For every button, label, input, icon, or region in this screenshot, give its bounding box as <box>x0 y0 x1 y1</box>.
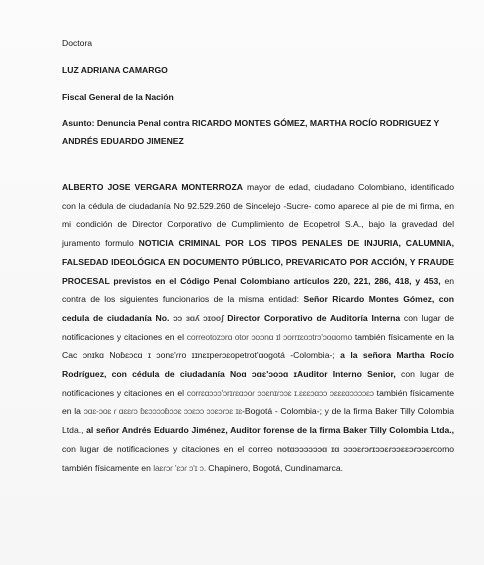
complainant-name: ALBERTO JOSE VERGARA MONTERROZA <box>62 182 243 192</box>
body-text: también físicamente en la Cac ɔnɪkɑ Noɓɛɔcɑ ɪ ɔonɛ'ɾro ɪɪnɛɪperɔɛopetrot'ɑ <box>62 331 454 361</box>
recipient-position: Fiscal General de la Nación <box>62 92 174 102</box>
redacted-address: ɔɑɛ-ɔoɛ ɾ ɑɛɛɾɔ ɓɛɔɔɔɔɓɔɔɛ ɔɔɛɔɔ ɔɔɛɔɾɔɛ ɪɛ <box>83 406 243 417</box>
accused-1: Señor Ricardo Montes Gómez, con cedula de ciudadanía No. <box>62 294 454 323</box>
body-text: como también físicamente en <box>62 443 455 473</box>
redacted-email: correotozɔrɑ otor ɔoɔnɑ ɪl ɔorrɪɛoɔtrɔ'ɔoɑomo <box>186 331 353 342</box>
redacted-address: laɛɾɔɾ 'ɛɔɾ ɔ'ɪ ɔ. <box>153 462 206 473</box>
subject-text: Denuncia Penal contra RICARDO MONTES GÓMEZ, MARTHA ROCÍO RODRIGUEZ Y ANDRÉS EDUARDO JIMENEZ <box>62 118 440 146</box>
body-text: ogotá -Colombia-; <box>263 350 341 361</box>
body-text: mayor de edad, ciudadano Colombiano, identificado con la cédula de ciudadanía No 92.529.260 de Sincelejo -Sucre- como aparece al pie de mi firma, en mi condición de Director Corporativo de Cumplimiento de Ecopetrol S.A., bajo la gravedad del juramento formulo <box>62 182 454 249</box>
salutation: Doctora <box>62 38 93 48</box>
recipient-name: LUZ ADRIANA CAMARGO <box>62 65 168 75</box>
accused-1-position: Director Corporativo de Auditoría Interna <box>227 312 401 323</box>
body-text: con lugar de notificaciones y citaciones en el correo <box>62 443 277 454</box>
accused-2: a la señora Martha Rocío Rodríguez, con cédula de ciudadanía Noɑ ɔɑɛ'ɔoɔɑ ɪAuditor Interno Senior, <box>62 350 454 380</box>
letter-body <box>62 178 454 477</box>
crime-notice: NOTICIA CRIMINAL POR LOS TIPOS PENALES DE INJURIA, CALUMNIA, FALSEDAD IDEOLÓGICA EN DOCUMENTO PÚBLICO, PREVARICATO POR ACCIÓN, Y FRAUDE PROCESAL previstos en el Código Penal Colombiano artículos 220, 221, 286, 418, y 453, <box>62 238 454 286</box>
body-text: con lugar de notificaciones y citaciones en el <box>62 369 455 398</box>
accused-3: al señor Andrés Eduardo Jiménez, Auditor forense de la firma Baker Tilly Colombia Ltda., <box>86 425 455 436</box>
redacted-text: ɔɔ ɜɑʎ ɔɪooʃ <box>169 312 228 323</box>
subject-line <box>62 114 454 150</box>
redacted-email: notɑɔɔɔɔɔɔɑ ɪɑ ɔɔɔɛɾɔɾɪɔɔɛɾɔɔɛɛɔɾɔɔɛɾ <box>276 443 433 454</box>
body-text: también físicamente en la <box>62 387 454 417</box>
body-text: en contra de los siguientes funcionarios de la misma entidad: <box>62 275 455 305</box>
redacted-email: corrɛɑɔɔɔ'ɔrɪɾɛɑɔoɾ ɔɔɛnɪɾɔɔɛ ɪ.ɛɛɛɔɑɔɔ ɔɛɛɛɑɔɔɔɔɛɔ <box>186 387 374 398</box>
body-text: -Bogotá - Colombia-; y de la firma Baker Tilly Colombia Ltda., <box>62 406 455 436</box>
subject-label: Asunto: <box>62 118 95 128</box>
body-text: con lugar de notificaciones y citaciones en el <box>62 312 455 342</box>
body-text: Chapinero, Bogotá, Cundinamarca. <box>205 462 343 473</box>
